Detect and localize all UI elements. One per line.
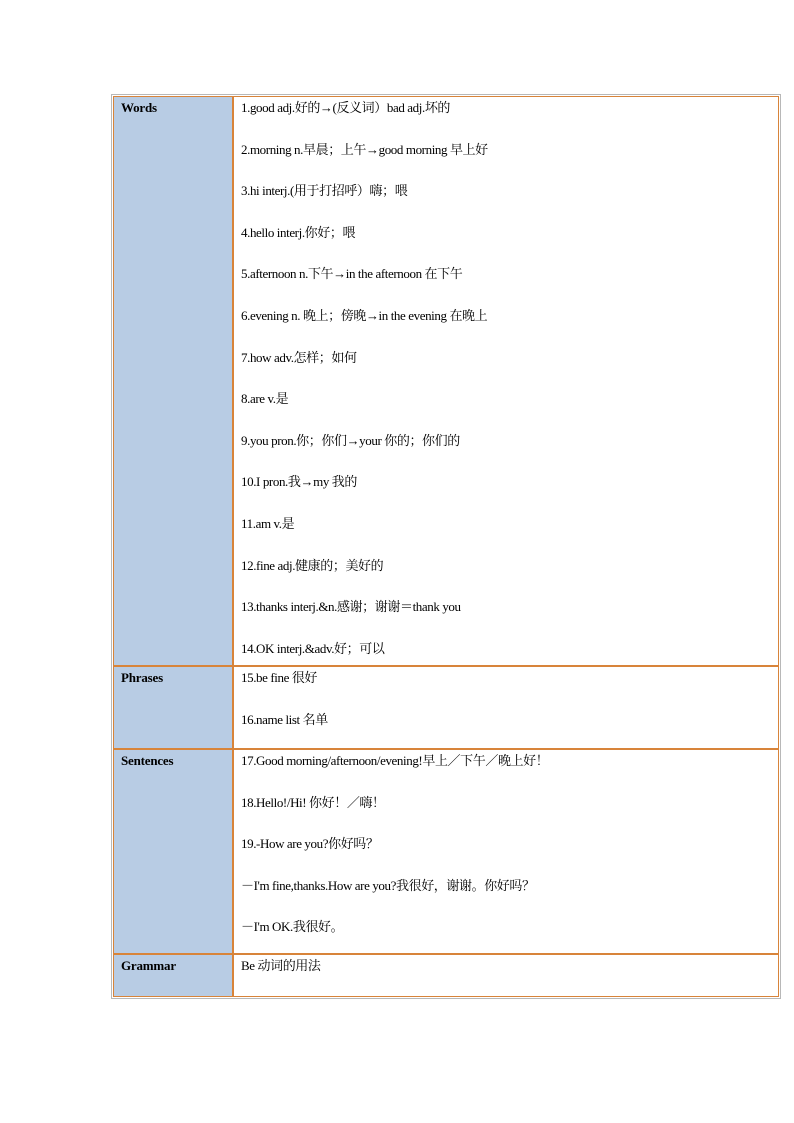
section-content-sentences — [234, 750, 778, 953]
section-content-words — [234, 97, 778, 665]
word-entry: 1.good adj.好的→(反义词）bad adj.坏的 — [241, 100, 451, 115]
section-content-grammar — [234, 955, 778, 996]
phrase-entry: 15.be fine 很好 — [241, 670, 318, 685]
word-entry: 7.how adv.怎样；如何 — [241, 349, 357, 365]
sentence-entry: 17.Good morning/afternoon/evening!早上／下午／晚上好！ — [241, 753, 549, 768]
word-entry: 10.I pron.我→my 我的 — [241, 474, 357, 490]
word-entry: 9.you pron.你；你们→your 你的；你们的 — [241, 432, 460, 448]
word-entry: 14.OK interj.&adv.好；可以 — [241, 640, 385, 656]
word-entry: 2.morning n.早晨；上午→good morning 早上好 — [241, 141, 488, 157]
section-label-grammar: Grammar — [114, 955, 234, 996]
table-row-words — [114, 97, 778, 667]
sentence-entry: 19.-How are you?你好吗？ — [241, 836, 379, 852]
sentence-entry: －I'm fine,thanks.How are you?我很好，谢谢。你好吗？ — [241, 877, 535, 893]
word-entry: 13.thanks interj.&n.感谢；谢谢＝thank you — [241, 599, 461, 615]
section-label-sentences: Sentences — [114, 750, 234, 953]
section-content-phrases — [234, 667, 778, 748]
word-entry: 4.hello interj.你好；喂 — [241, 224, 356, 240]
phrase-entry: 16.name list 名单 — [241, 711, 328, 727]
word-entry: 5.afternoon n.下午→in the afternoon 在下午 — [241, 266, 463, 282]
word-entry: 6.evening n. 晚上；傍晚→in the evening 在晚上 — [241, 307, 488, 323]
summary-table — [113, 96, 779, 997]
table-row-phrases — [114, 667, 778, 750]
word-entry: 11.am v.是 — [241, 515, 295, 531]
sentence-entry: －I'm OK.我很好。 — [241, 919, 344, 935]
word-entry: 3.hi interj.(用于打招呼）嗨；喂 — [241, 183, 408, 199]
grammar-entry: Be 动词的用法 — [241, 958, 321, 973]
word-entry: 12.fine adj.健康的；美好的 — [241, 557, 384, 573]
sentence-entry: 18.Hello!/Hi! 你好！／嗨！ — [241, 794, 385, 810]
table-row-grammar — [114, 955, 778, 996]
section-label-words: Words — [114, 97, 234, 665]
word-entry: 8.are v.是 — [241, 391, 289, 407]
section-label-phrases: Phrases — [114, 667, 234, 748]
table-row-sentences — [114, 750, 778, 955]
